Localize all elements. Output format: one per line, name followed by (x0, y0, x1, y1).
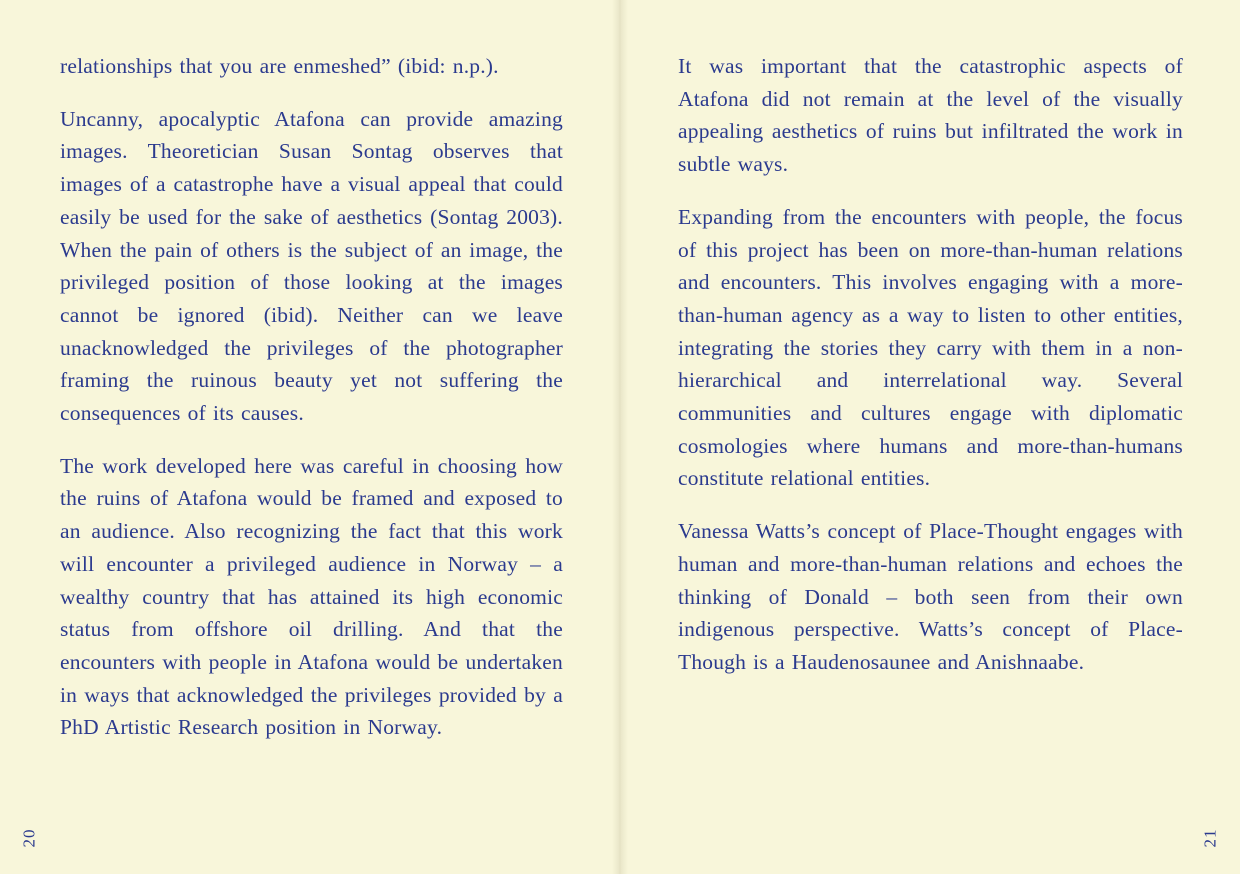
paragraph-continuation: relationships that you are enmeshed” (ibid: n.p.). (60, 54, 499, 78)
paragraph: Expanding from the encounters with people, the focus of this project has been on more-than-human relations and encounters. This involves engaging with a more-than-human agency as a way to listen to other entities, integrating the stories they carry with them in a non-hierarchical and interrelational way. Several communities and cultures engage with diplomatic cosmologies where humans and more-than-humans constitute relational entities. (678, 204, 1183, 491)
paragraph: The work developed here was careful in choosing how the ruins of Atafona would be framed and exposed to an audience. Also recognizing the fact that this work will encounter a privileged audience in Norway – a wealthy country that has attained its high economic status from offshore oil drilling. And that the encounters with people in Atafona would be undertaken in ways that acknowledged the privileges provided by a PhD Artistic Research position in Norway. (60, 453, 563, 740)
paragraph: Uncanny, apocalyptic Atafona can provide amazing images. Theoretician Susan Sontag observes that images of a catastrophe have a visual appeal that could easily be used for the sake of aesthetics (Sontag 2003). When the pain of others is the subject of an image, the privileged position of those looking at the images cannot be ignored (ibid). Neither can we leave unacknowledged the privileges of the photographer framing the ruinous beauty yet not suffering the consequences of its causes. (60, 106, 563, 426)
page-number-left: 20 (19, 828, 39, 848)
paragraph: It was important that the catastrophic aspects of Atafona did not remain at the level of the visually appealing aesthetics of ruins but infiltrated the work in subtle ways. (678, 54, 1183, 177)
paragraph: Vanessa Watts’s concept of Place-Thought engages with human and more-than-human relations and echoes the thinking of Donald – both seen from their own indigenous perspective. Watts’s concept of Place-Though is a Haudenosaunee and Anishnaabe. (678, 519, 1183, 674)
page-number-right: 21 (1200, 828, 1220, 848)
page-right (620, 0, 1240, 874)
